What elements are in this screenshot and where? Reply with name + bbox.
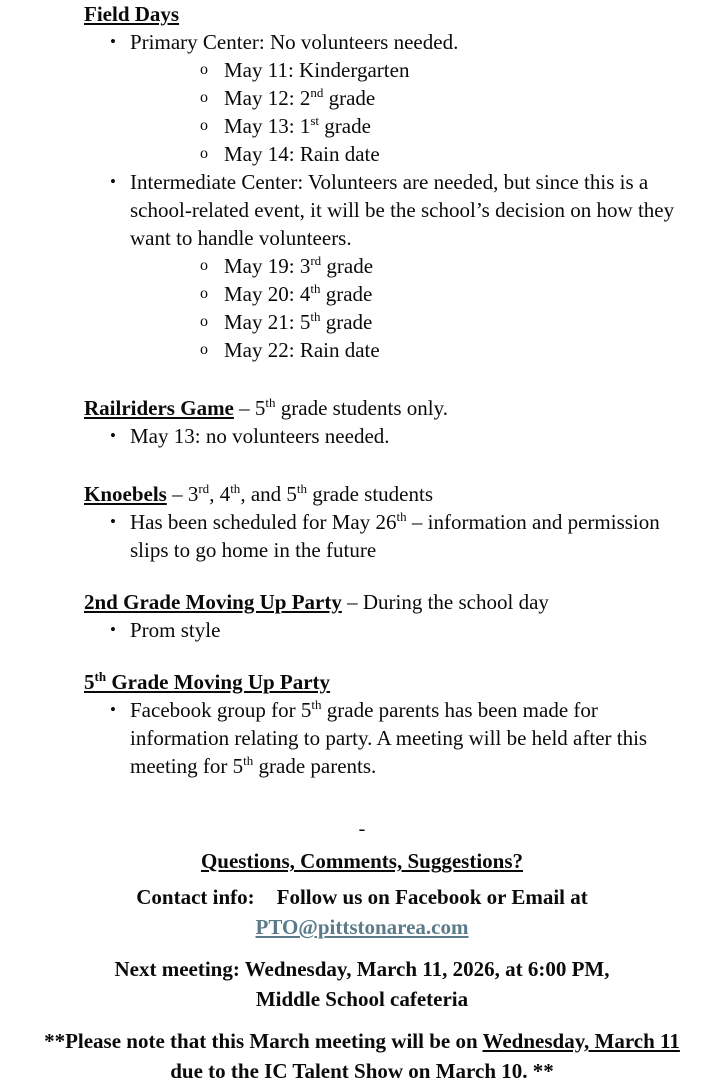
circle-marker-icon: o [200,341,208,358]
section-2nd-grade-moving-up-party [84,588,694,644]
sub-list-item [130,84,694,112]
section-heading-line [84,668,694,696]
sub-bullet-list [130,56,694,168]
circle-marker-icon: o [200,145,208,162]
list-item [84,616,694,644]
list-item-text: May 13: no volunteers needed. [130,424,390,448]
circle-marker-icon: o [200,89,208,106]
contact-info-label: Contact info: [136,885,255,909]
section-field-days [84,0,694,364]
sub-list-item-text: May 21: 5th grade [224,309,373,334]
circle-marker-icon: o [200,117,208,134]
bullet-list [84,696,694,780]
bullet-marker-icon: • [110,32,116,51]
divider-dash: - [358,818,366,840]
sub-list-item-text: May 12: 2nd grade [224,85,376,110]
bullet-marker-icon: • [110,512,116,531]
list-item [84,508,694,564]
sub-list-item-text: May 20: 4th grade [224,281,373,306]
bullet-list [84,28,694,364]
section-heading-line [84,0,694,28]
sub-list-item-text: May 19: 3rd grade [224,253,374,278]
footer-block [0,818,724,1086]
list-item-text: Intermediate Center: Volunteers are needed, but since this is a school-related event, it will be the school’s decision on how they want to handle volunteers. [130,170,675,250]
section-spacer [0,364,724,394]
sub-list-item-text: May 22: Rain date [224,338,380,362]
section-heading-line [84,480,694,508]
circle-marker-icon: o [200,61,208,78]
sub-list-item [130,336,694,364]
march-meeting-note [40,1026,684,1086]
section-railriders-game [84,394,694,450]
sub-list-item [130,140,694,168]
footer-spacer [40,942,684,954]
footer-spacer [40,1014,684,1026]
bullet-marker-icon: • [110,426,116,445]
sub-list-item-text: May 13: 1st grade [224,113,371,138]
contact-info-text: Follow us on Facebook or Email at [276,885,588,909]
list-item-text: Facebook group for 5th grade parents has been made for information relating to party. A meeting will be held after this meeting for 5th grade parents. [130,697,648,778]
section-heading-tail: – 3rd, 4th, and 5th grade students [166,481,433,506]
circle-marker-icon: o [200,313,208,330]
list-item [84,28,694,168]
list-item [84,422,694,450]
sub-list-item [130,280,694,308]
bullet-marker-icon: • [110,620,116,639]
sub-list-item [130,252,694,280]
next-meeting-line-2: Middle School cafeteria [255,987,469,1011]
section-spacer [0,564,724,588]
sub-list-item [130,56,694,84]
note-underlined-date: Wednesday, March 11 [482,1029,680,1053]
list-item-text: Prom style [130,618,221,642]
sub-list-item-text: May 14: Rain date [224,142,380,166]
bullet-list [84,616,694,644]
bullet-marker-icon: • [110,172,116,191]
section-heading: Knoebels [84,482,167,506]
section-spacer [0,450,724,480]
list-item-text: Primary Center: No volunteers needed. [130,30,459,54]
note-prefix: **Please note that this March meeting will be on [44,1029,483,1053]
section-heading: 2nd Grade Moving Up Party [84,590,342,614]
bullet-list [84,508,694,564]
section-5th-grade-moving-up-party [84,668,694,780]
list-item [84,696,694,780]
list-item-text: Has been scheduled for May 26th – information and permission slips to go home in the future [130,509,660,562]
section-heading-line [84,588,694,616]
section-heading: Railriders Game [84,396,234,420]
sub-list-item [130,308,694,336]
circle-marker-icon: o [200,285,208,302]
next-meeting-line-1: Next meeting: Wednesday, March 11, 2026, at 6:00 PM, [114,957,610,981]
section-heading-tail: – 5th grade students only. [233,395,448,420]
section-spacer [0,644,724,668]
sub-bullet-list [130,252,694,364]
contact-info-line [40,882,684,912]
sub-list-item [130,112,694,140]
sub-list-item-text: May 11: Kindergarten [224,58,410,82]
section-knoebels [84,480,694,564]
section-heading: Field Days [84,2,180,26]
questions-heading: Questions, Comments, Suggestions? [200,849,524,873]
section-heading-tail: – During the school day [341,590,549,614]
email-link[interactable]: PTO@pittstonarea.com [255,915,469,939]
section-heading-line [84,394,694,422]
note-suffix: due to the IC Talent Show on March 10. ** [170,1059,554,1083]
bullet-list [84,422,694,450]
bullet-marker-icon: • [110,700,116,719]
list-item [84,168,694,364]
circle-marker-icon: o [200,257,208,274]
email-line [40,912,684,942]
section-heading: 5th Grade Moving Up Party [84,669,331,694]
